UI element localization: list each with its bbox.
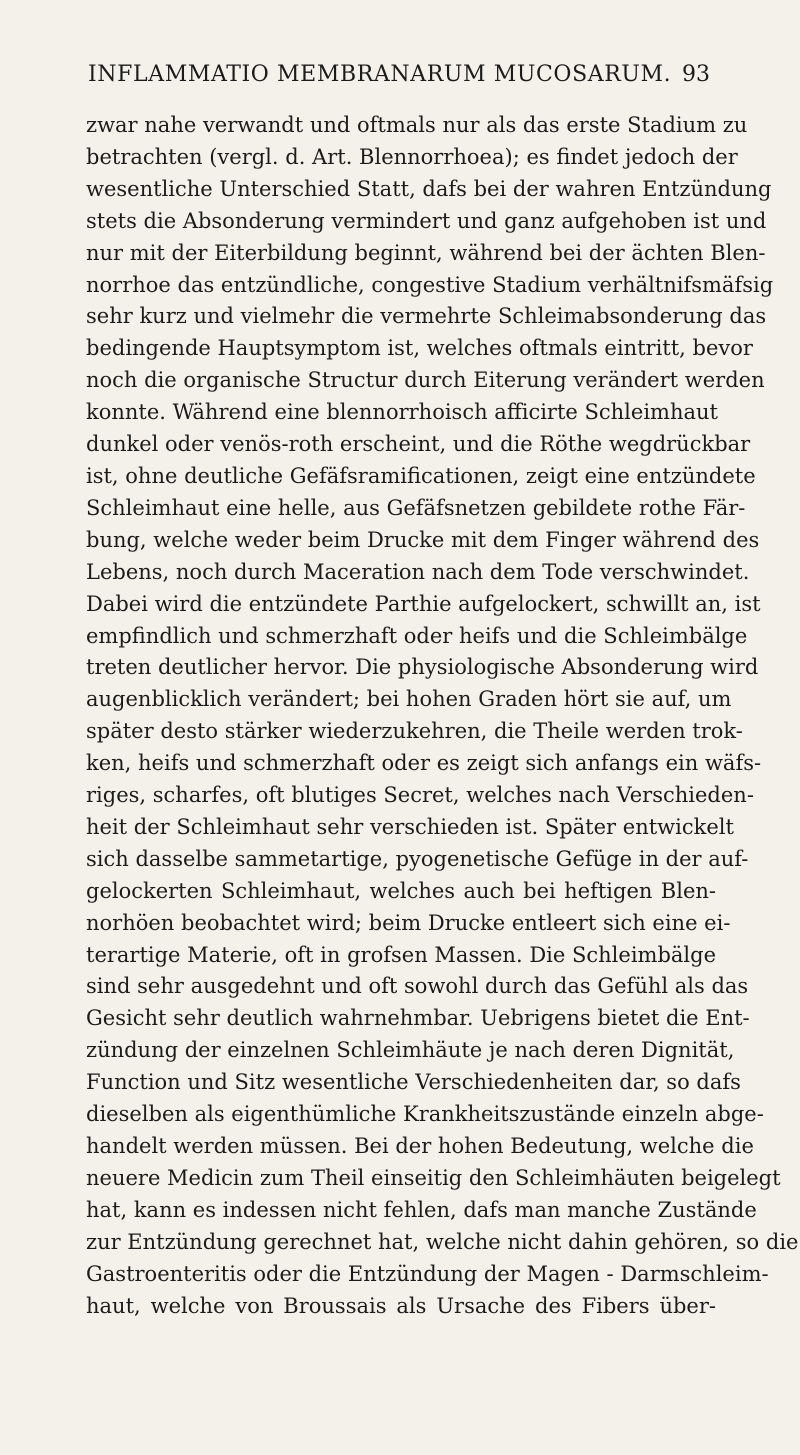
body-text (86, 110, 799, 1322)
text-line: Lebens, noch durch Maceration nach dem Tode verschwindet. (86, 559, 750, 584)
text-line: zwar nahe verwandt und oftmals nur als das erste Stadium zu (86, 113, 748, 137)
text-line: sehr kurz und vielmehr die vermehrte Schleimabsonderung das (86, 304, 767, 329)
text-line: sich dasselbe sammetartige, pyogenetische Gefüge in der auf- (86, 846, 749, 871)
page-number: 93 (682, 62, 710, 87)
text-line: ist, ohne deutliche Gefäfsramificationen, zeigt eine entzündete (86, 463, 756, 488)
text-line: bedingende Hauptsymptom ist, welches oftmals eintritt, bevor (86, 336, 753, 361)
text-line: Gastroenteritis oder die Entzündung der Magen - Darmschleim- (86, 1261, 769, 1286)
text-line: haut, welche von Broussais als Ursache des Fibers über- (86, 1293, 716, 1318)
text-line: Dabei wird die entzündete Parthie aufgelockert, schwillt an, ist (86, 591, 761, 616)
text-line: heit der Schleimhaut sehr verschieden ist. Später entwickelt (86, 814, 734, 839)
page-header (88, 62, 710, 102)
text-line: konnte. Während eine blennorrhoisch afficirte Schleimhaut (86, 400, 718, 425)
text-line: zur Entzündung gerechnet hat, welche nicht dahin gehören, so die (86, 1229, 799, 1254)
text-line: nur mit der Eiterbildung beginnt, während bei der ächten Blen- (86, 240, 766, 265)
text-line: terartige Materie, oft in grofsen Massen. Die Schleimbälge (86, 942, 716, 967)
text-line: dunkel oder venös-roth erscheint, und die Röthe wegdrückbar (86, 432, 751, 457)
text-line: empfindlich und schmerzhaft oder heifs und die Schleimbälge (86, 623, 748, 648)
text-line: neuere Medicin zum Theil einseitig den Schleimhäuten beigelegt (86, 1165, 781, 1190)
text-line: noch die organische Structur durch Eiterung verändert werden (86, 368, 765, 393)
text-line: hat, kann es indessen nicht fehlen, dafs man manche Zustände (86, 1197, 757, 1222)
text-line: später desto stärker wiederzukehren, die Theile werden trok- (86, 719, 743, 744)
text-line: norrhoe das entzündliche, congestive Stadium verhältnifsmäfsig (86, 272, 774, 297)
text-line: Gesicht sehr deutlich wahrnehmbar. Uebrigens bietet die Ent- (86, 1006, 750, 1031)
text-line: riges, scharfes, oft blutiges Secret, welches nach Verschieden- (86, 783, 754, 808)
text-line: handelt werden müssen. Bei der hohen Bedeutung, welche die (86, 1134, 754, 1158)
text-line: zündung der einzelnen Schleimhäute je nach deren Dignität, (86, 1038, 735, 1063)
text-line: Schleimhaut eine helle, aus Gefäfsnetzen gebildete rothe Fär- (86, 495, 746, 520)
text-line: gelockerten Schleimhaut, welches auch bei heftigen Blen- (86, 878, 716, 903)
text-line: norhöen beobachtet wird; beim Drucke entleert sich eine ei- (86, 910, 731, 935)
text-line: sind sehr ausgedehnt und oft sowohl durch das Gefühl als das (86, 974, 749, 999)
text-line: betrachten (vergl. d. Art. Blennorrhoea); es findet jedoch der (86, 144, 738, 169)
text-line: Function und Sitz wesentliche Verschiedenheiten dar, so dafs (86, 1070, 741, 1095)
text-line: bung, welche weder beim Drucke mit dem Finger während des (86, 527, 760, 552)
text-line: augenblicklich verändert; bei hohen Graden hört sie auf, um (86, 687, 732, 712)
running-title: INFLAMMATIO MEMBRANARUM MUCOSARUM. (88, 62, 672, 87)
text-line: wesentliche Unterschied Statt, dafs bei der wahren Entzündung (86, 176, 772, 201)
text-line: dieselben als eigenthümliche Krankheitszustände einzeln abge- (86, 1102, 764, 1127)
text-line: treten deutlicher hervor. Die physiologische Absonderung wird (86, 655, 759, 680)
text-line: stets die Absonderung vermindert und ganz aufgehoben ist und (86, 208, 767, 233)
text-line: ken, heifs und schmerzhaft oder es zeigt sich anfangs ein wäfs- (86, 751, 762, 776)
